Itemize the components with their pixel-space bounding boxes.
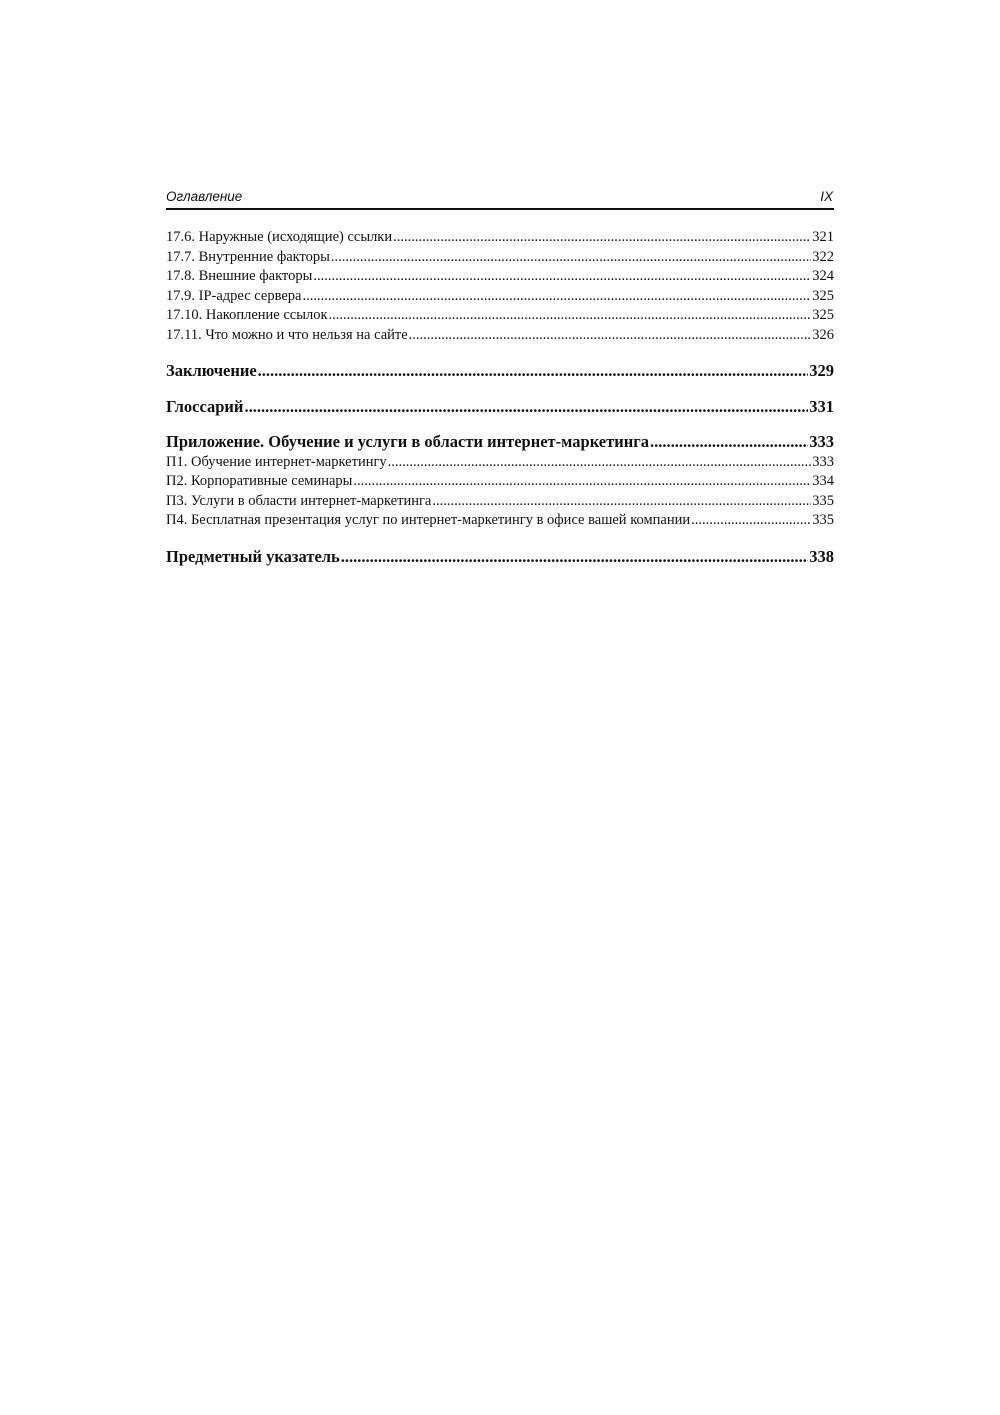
toc-chapter-glossary (166, 396, 834, 418)
toc-entry-label: П4. Бесплатная презентация услуг по интернет-маркетингу в офисе вашей компании (166, 512, 691, 529)
running-header-page-number: IX (820, 189, 833, 204)
toc-entry (166, 248, 834, 268)
toc-entry (166, 511, 834, 531)
toc-entry-page: 333 (812, 453, 834, 470)
dot-leader (329, 306, 812, 326)
toc-entry (166, 472, 834, 492)
dot-leader (691, 511, 811, 531)
toc-chapter-conclusion (166, 360, 834, 382)
toc-chapter-page: 333 (809, 431, 834, 451)
toc-entry (166, 492, 834, 512)
dot-leader (393, 228, 811, 248)
dot-leader (388, 453, 812, 473)
dot-leader (341, 546, 808, 568)
toc-entry-page: 325 (812, 287, 834, 304)
toc-entry-page: 324 (812, 268, 834, 285)
toc-chapter-page: 331 (809, 396, 834, 416)
toc-entry-label: П1. Обучение интернет-маркетингу (166, 453, 387, 470)
toc-chapter-index (166, 546, 834, 568)
toc-chapter-page: 329 (809, 360, 834, 380)
toc-entry-page: 326 (812, 326, 834, 343)
dot-leader (432, 492, 811, 512)
toc-chapter-appendix (166, 431, 834, 453)
toc-entry-label: 17.10. Накопление ссылок (166, 307, 328, 324)
toc-entry-page: 321 (812, 229, 834, 245)
toc-entry-label: П3. Услуги в области интернет-маркетинга (166, 492, 432, 509)
running-header-title: Оглавление (166, 189, 243, 204)
toc-entry-page: 335 (812, 492, 834, 509)
toc-chapter-page: 338 (809, 546, 834, 566)
toc-entry (166, 453, 834, 473)
toc-chapter-label: Предметный указатель (166, 546, 340, 566)
dot-leader (313, 267, 811, 287)
toc-chapter-label: Глоссарий (166, 396, 244, 416)
table-of-contents (166, 228, 834, 568)
dot-leader (650, 431, 808, 453)
toc-entry-label: 17.7. Внутренние факторы (166, 248, 330, 265)
toc-entry (166, 306, 834, 326)
toc-entry-page: 334 (812, 473, 834, 490)
toc-entry-page: 325 (812, 307, 834, 324)
toc-entry-page: 335 (812, 512, 834, 529)
dot-leader (409, 326, 812, 346)
dot-leader (302, 287, 811, 307)
toc-entry (166, 267, 834, 287)
toc-entry-label: 17.6. Наружные (исходящие) ссылки (166, 229, 393, 245)
running-header (166, 188, 834, 210)
toc-chapter-label: Приложение. Обучение и услуги в области интернет-маркетинга (166, 431, 649, 451)
toc-entry-label: 17.11. Что можно и что нельзя на сайте (166, 326, 408, 343)
dot-leader (244, 396, 808, 418)
toc-entry (166, 287, 834, 307)
toc-entry (166, 228, 834, 248)
dot-leader (331, 248, 811, 268)
dot-leader (258, 360, 809, 382)
toc-entry-label: 17.9. IP-адрес сервера (166, 287, 302, 304)
toc-entry (166, 326, 834, 346)
toc-entry-page: 322 (812, 248, 834, 265)
toc-entry-label: П2. Корпоративные семинары (166, 473, 353, 490)
toc-chapter-label: Заключение (166, 360, 257, 380)
dot-leader (353, 472, 811, 492)
toc-entry-label: 17.8. Внешние факторы (166, 268, 313, 285)
